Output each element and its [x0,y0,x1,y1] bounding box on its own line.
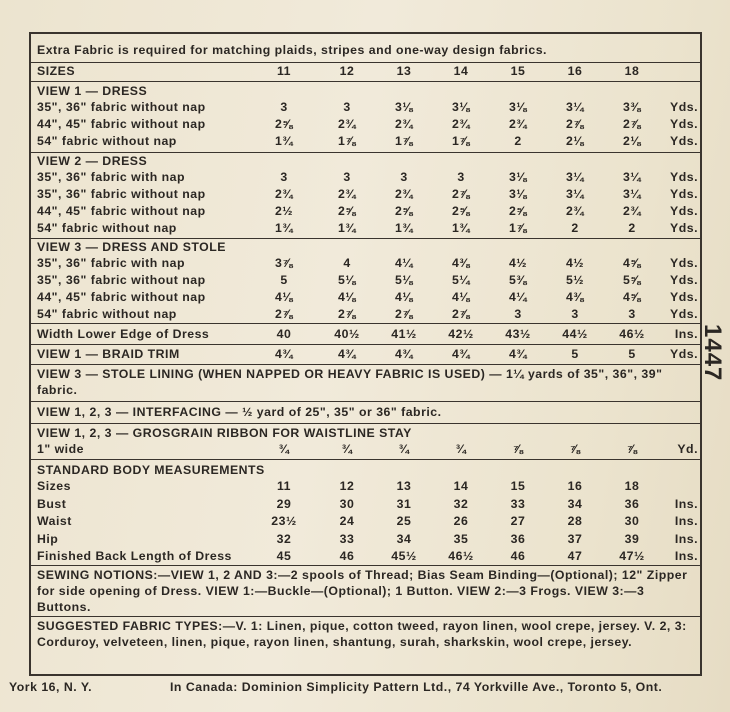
table-row [37,220,700,236]
size-value: 27 [510,514,526,528]
size-value: 45½ [391,549,417,563]
size-value: 31 [396,496,412,511]
size-value: 43½ [505,327,531,341]
unit-label: Yds. [670,100,698,114]
size-value: 3¼ [565,187,585,201]
size-value: 4¼ [508,290,528,304]
size-value: 3⅛ [508,100,528,114]
unit-label: Yds. [670,134,698,148]
size-value: 4⅛ [274,290,294,304]
row-label: Sizes [37,479,71,493]
size-value: 2¾ [508,117,528,131]
table-row [37,548,700,564]
size-value: 2 [628,221,636,235]
size-value: 3 [628,307,636,321]
size-value: 3¼ [622,170,642,184]
size-header: 14 [453,64,469,78]
size-value: 5½ [565,273,585,287]
size-value: 2⅛ [565,134,585,148]
unit-label: Ins. [674,496,698,511]
row-label: Waist [37,514,72,528]
row-label: Width Lower Edge of Dress [37,327,210,341]
body-measurements-title: STANDARD BODY MEASUREMENTS [37,463,265,477]
size-value: 1¾ [394,221,414,235]
size-value: 2⅞ [622,117,642,131]
size-value: 29 [276,496,292,511]
size-value: 2¾ [394,117,414,131]
grosgrain-title: VIEW 1, 2, 3 — GROSGRAIN RIBBON FOR WAISTLINE STAY [37,426,412,440]
size-value: ¾ [341,442,353,456]
size-value: 3 [343,170,351,184]
fabric-types-text: SUGGESTED FABRIC TYPES:—V. 1: Linen, pique, cotton tweed, rayon linen, wool crepe, jersey. V. 2, 3: Corduroy, velveteen, linen, pique, rayon linen, shantung, surah, sharkskin, wool crepe, jersey. [37,619,687,649]
table-row [37,306,700,322]
size-value: 42½ [448,327,474,341]
size-value: 33 [339,531,355,546]
size-value: ⅞ [569,442,581,456]
footer-address-ny: York 16, N. Y. [9,680,93,694]
row-label: 44", 45" fabric without nap [37,290,206,304]
size-value: 4¾ [337,347,357,361]
table-row [37,99,700,115]
size-value: 3 [514,307,522,321]
table-row [37,513,700,529]
size-value: 24 [339,514,355,528]
unit-label: Ins. [674,327,698,341]
size-value: 34 [396,531,412,546]
size-value: 40 [276,327,292,341]
size-value: 47 [567,549,583,563]
size-value: 1⅞ [451,134,471,148]
size-header: 18 [624,64,640,78]
row-label: 44", 45" fabric without nap [37,204,206,218]
table-row [37,186,700,202]
table-row [37,133,700,149]
unit-label: Yds. [670,170,698,184]
size-value: 4⅜ [451,256,471,270]
size-value: 37 [567,531,583,546]
size-value: 33 [510,496,526,511]
size-value: 2¾ [394,187,414,201]
size-value: 36 [624,496,640,511]
size-value: 32 [276,531,292,546]
size-value: 16 [567,479,583,493]
size-value: 3 [571,307,579,321]
size-value: 2¾ [451,117,471,131]
size-value: 3¼ [565,170,585,184]
size-value: 1¾ [274,221,294,235]
divider [29,616,702,617]
size-header: 16 [567,64,583,78]
size-header: 12 [339,64,355,78]
row-label: 35", 36" fabric with nap [37,170,186,184]
size-value: 5¼ [451,273,471,287]
size-value: 13 [396,479,412,493]
size-header: 15 [510,64,526,78]
size-value: 45 [276,549,292,563]
size-value: 5 [628,347,636,361]
size-value: 4¾ [508,347,528,361]
size-value: 32 [453,496,469,511]
view3-title: VIEW 3 — DRESS AND STOLE [37,240,226,254]
size-value: 2⅞ [565,117,585,131]
footer-canada-address: In Canada: Dominion Simplicity Pattern Ltd., 74 Yorkville Ave., Toronto 5, Ont. [170,680,663,694]
size-value: 3⅛ [508,170,528,184]
size-value: 25 [396,514,412,528]
size-value: 46½ [619,327,645,341]
size-value: 4½ [565,256,585,270]
size-header: 11 [277,64,291,78]
table-row [37,478,700,494]
row-label: VIEW 1 — BRAID TRIM [37,347,180,361]
size-value: 4¾ [451,347,471,361]
unit-label: Yds. [670,187,698,201]
size-value: 3¼ [622,187,642,201]
size-value: 2⅞ [394,307,414,321]
size-value: 4⅝ [622,256,642,270]
size-value: 2¾ [622,204,642,218]
table-row [37,496,700,512]
size-value: 5 [280,273,288,287]
size-value: ¾ [455,442,467,456]
size-value: 1¾ [337,221,357,235]
size-value: 30 [624,514,640,528]
size-value: 1⅞ [337,134,357,148]
unit-label: Ins. [674,531,698,546]
size-value: 5⅝ [622,273,642,287]
size-value: 47½ [619,549,645,563]
unit-label: Yds. [670,290,698,304]
size-value: 3 [457,170,465,184]
braid-trim-row [37,346,700,362]
unit-label: Yds. [670,117,698,131]
divider [29,364,702,365]
size-value: 2⅞ [451,187,471,201]
interfacing-text: VIEW 1, 2, 3 — INTERFACING — ½ yard of 25", 35" or 36" fabric. [37,405,442,419]
size-value: 5⅛ [337,273,357,287]
size-value: 15 [510,479,526,493]
size-value: 41½ [391,327,417,341]
unit-label: Yds. [670,347,698,361]
size-value: 4⅛ [394,290,414,304]
pattern-number: 1447 [699,324,726,382]
divider [29,565,702,566]
unit-label: Yds. [670,204,698,218]
size-value: 46 [339,549,355,563]
size-value: 28 [567,514,583,528]
size-value: 46½ [448,549,474,563]
size-value: 3⅜ [622,100,642,114]
size-value: 2⅝ [274,117,294,131]
size-value: 2¾ [337,117,357,131]
size-value: 2 [514,134,522,148]
table-row [37,203,700,219]
size-value: 11 [277,479,291,493]
table-row [37,289,700,305]
unit-label: Ins. [674,514,698,528]
size-value: 2⅝ [337,204,357,218]
size-value: 30 [339,496,355,511]
size-value: 2 [571,221,579,235]
table-row [37,116,700,132]
size-value: 4⅛ [337,290,357,304]
row-label: 35", 36" fabric without nap [37,100,206,114]
size-value: 23½ [271,514,297,528]
size-value: 36 [510,531,526,546]
size-value: 44½ [562,327,588,341]
size-value: 2⅞ [337,307,357,321]
unit-label: Yds. [670,307,698,321]
size-value: 2⅝ [508,204,528,218]
size-value: ⅞ [626,442,638,456]
sizes-header-row [37,63,700,79]
size-value: 2⅞ [274,307,294,321]
size-value: 3 [280,170,288,184]
size-value: ⅞ [512,442,524,456]
grosgrain-row [37,441,700,457]
row-label: Hip [37,531,59,546]
size-value: 4¾ [394,347,414,361]
view1-title: VIEW 1 — DRESS [37,84,148,98]
size-value: 4⅜ [565,290,585,304]
size-value: 5 [571,347,579,361]
size-value: ¾ [278,442,290,456]
size-value: 4 [343,256,351,270]
size-value: 2½ [274,204,294,218]
size-value: 2¾ [274,187,294,201]
row-label: 35", 36" fabric with nap [37,256,186,270]
size-value: 4⅛ [451,290,471,304]
size-value: 3⅛ [394,100,414,114]
table-row [37,169,700,185]
row-label: 35", 36" fabric without nap [37,273,206,287]
unit-label: Yds. [670,221,698,235]
divider [29,459,702,460]
extra-fabric-note [37,42,700,58]
size-value: 3⅛ [508,187,528,201]
size-value: 4⅝ [622,290,642,304]
size-value: 1⅞ [394,134,414,148]
row-label: 1" wide [37,442,84,456]
size-value: 2¾ [337,187,357,201]
view2-title: VIEW 2 — DRESS [37,154,148,168]
row-label: Bust [37,496,67,511]
size-value: 26 [453,514,469,528]
table-row [37,255,700,271]
size-value: 2⅝ [451,204,471,218]
size-value: 12 [339,479,355,493]
size-value: 4½ [508,256,528,270]
size-value: ¾ [398,442,410,456]
width-lower-edge-row [37,326,700,342]
divider [29,423,702,424]
size-value: 4¼ [394,256,414,270]
size-value: 35 [453,531,469,546]
size-value: 2⅝ [394,204,414,218]
size-value: 1¾ [451,221,471,235]
divider [29,401,702,402]
row-label: 35", 36" fabric without nap [37,187,206,201]
divider [29,81,702,82]
size-value: 34 [567,496,583,511]
size-value: 2¾ [565,204,585,218]
size-value: 3¼ [565,100,585,114]
size-value: 1¾ [274,134,294,148]
row-label: 44", 45" fabric without nap [37,117,206,131]
row-label: 54" fabric without nap [37,307,177,321]
sewing-notions-text: SEWING NOTIONS:—VIEW 1, 2 AND 3:—2 spools of Thread; Bias Seam Binding—(Optional); 12" Zipper for side opening of Dress. VIEW 1:—Buckle—(Optional); 1 Button. VIEW 2:—3 Frogs. VIEW 3:—3 Buttons. [37,568,688,614]
size-value: 3 [280,100,288,114]
row-label: Finished Back Length of Dress [37,549,232,563]
size-header: 13 [396,64,412,78]
note-text: Extra Fabric is required for matching plaids, stripes and one-way design fabrics. [37,43,547,57]
size-value: 40½ [334,327,360,341]
table-row [37,531,700,547]
size-value: 1⅞ [508,221,528,235]
unit-label: Yds. [670,273,698,287]
size-value: 39 [624,531,640,546]
size-value: 3 [343,100,351,114]
sizes-label: SIZES [37,64,76,78]
unit-label: Ins. [674,549,698,563]
size-value: 5⅜ [508,273,528,287]
size-value: 3 [400,170,408,184]
size-value: 46 [510,549,526,563]
size-value: 3⅛ [451,100,471,114]
stole-lining-text: VIEW 3 — STOLE LINING (WHEN NAPPED OR HEAVY FABRIC IS USED) — 1¼ yards of 35", 36", 39" fabric. [37,367,663,397]
table-row [37,272,700,288]
unit-label: Yd. [677,442,698,456]
size-value: 4¾ [274,347,294,361]
divider [29,344,702,345]
size-value: 5⅛ [394,273,414,287]
size-value: 14 [453,479,469,493]
row-label: 54" fabric without nap [37,134,177,148]
size-value: 3⅞ [274,256,294,270]
size-value: 18 [624,479,640,493]
row-label: 54" fabric without nap [37,221,177,235]
size-value: 2⅞ [451,307,471,321]
unit-label: Yds. [670,256,698,270]
size-value: 2⅛ [622,134,642,148]
divider [29,323,702,324]
